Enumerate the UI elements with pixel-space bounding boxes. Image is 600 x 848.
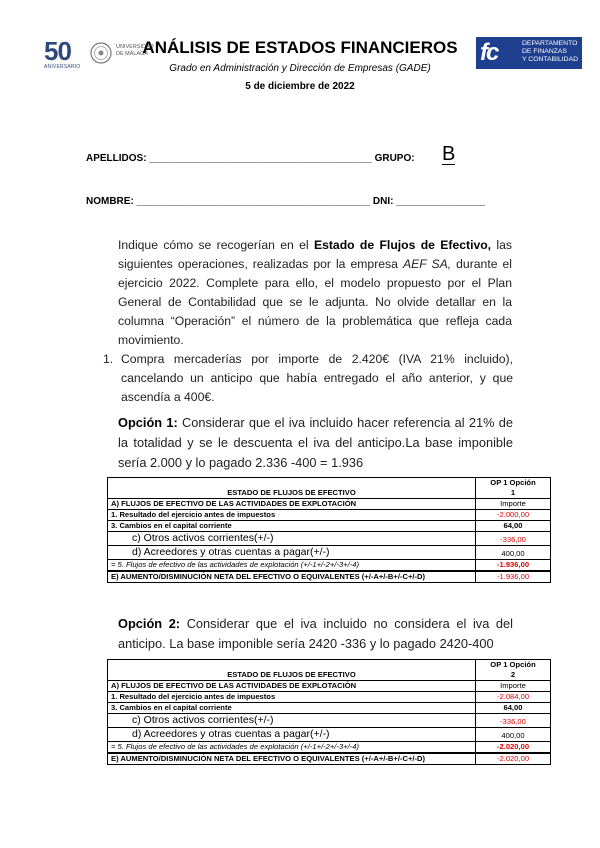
- nombre-field[interactable]: NOMBRE: __________________________________________ DNI: ________________: [86, 196, 486, 207]
- row-value: -1.936,00: [476, 571, 551, 583]
- column-header-line: 1: [510, 488, 516, 497]
- table-column-header: [476, 660, 551, 681]
- row-label: 1. Resultado del ejercicio antes de impuestos: [108, 510, 476, 521]
- question-number: 1.: [103, 352, 114, 366]
- row-label: = 5. Flujos de efectivo de las actividades de explotación (+/-1+/-2+/-3+/-4): [108, 560, 476, 572]
- anniversary-number: 50: [44, 36, 71, 66]
- department-name: [522, 40, 578, 64]
- option-1-text: Considerar que el iva incluido hacer referencia al 21% de la totalidad y se le descuenta el iva del anticipo.La base imponible sería 2.000 y lo pagado 2.336 -400 = 1.936: [118, 415, 513, 470]
- importe-label: Importe: [476, 681, 551, 692]
- row-label: = 5. Flujos de efectivo de las actividades de explotación (+/-1+/-2+/-3+/-4): [108, 742, 476, 754]
- section-a-label: A) FLUJOS DE EFECTIVO DE LAS ACTIVIDADES DE EXPLOTACIÓN: [108, 499, 476, 510]
- instructions: [118, 236, 512, 350]
- row-value: 64,00: [476, 521, 551, 532]
- row-value: -2.020,00: [476, 742, 551, 754]
- table-column-header: [476, 478, 551, 499]
- row-label: c) Otros activos corrientes(+/-): [108, 532, 476, 546]
- page-title: ANÁLISIS DE ESTADOS FINANCIEROS: [142, 38, 458, 57]
- cash-flow-table-option-2: [107, 659, 551, 765]
- grupo-value-text: B: [442, 143, 456, 165]
- row-label: 3. Cambios en el capital corriente: [108, 521, 476, 532]
- option-1-label: Opción 1:: [118, 415, 178, 430]
- row-value: -1.936,00: [476, 560, 551, 572]
- row-value: -2.000,00: [476, 510, 551, 521]
- table-title: ESTADO DE FLUJOS DE EFECTIVO: [108, 660, 476, 681]
- column-header-line: OP 1 Opción: [490, 478, 536, 487]
- department-name-line: DE FINANZAS: [522, 48, 567, 55]
- row-value: 400,00: [476, 728, 551, 742]
- option-2-description: [118, 614, 513, 654]
- page-subtitle: Grado en Administración y Dirección de Empresas (GADE): [169, 63, 431, 74]
- department-logo: [476, 37, 582, 69]
- instructions-text: durante el ejercicio 2022. Complete para ello, el modelo propuesto por el Plan General de Contabilidad que se le adjunta. No olvide detallar en la columna “Operación” el número de la problemática que refleja cada movimiento.: [118, 257, 512, 347]
- exam-date: 5 de diciembre de 2022: [245, 81, 355, 92]
- instructions-text: las siguientes operaciones, realizadas por la empresa: [118, 238, 512, 271]
- row-label: E) AUMENTO/DISMINUCIÓN NETA DEL EFECTIVO O EQUIVALENTES (+/-A+/-B+/-C+/-D): [108, 571, 476, 583]
- row-label: c) Otros activos corrientes(+/-): [108, 714, 476, 728]
- section-a-label: A) FLUJOS DE EFECTIVO DE LAS ACTIVIDADES DE EXPLOTACIÓN: [108, 681, 476, 692]
- row-value: -2.084,00: [476, 692, 551, 703]
- option-2-label: Opción 2:: [118, 616, 181, 631]
- row-label: d) Acreedores y otras cuentas a pagar(+/-): [108, 546, 476, 560]
- column-header-line: 2: [510, 670, 516, 679]
- question-text: Compra mercaderías por importe de 2.420€ (IVA 21% incluido), cancelando un anticipo que había entregado el año anterior, y que ascendía a 400€.: [121, 352, 513, 404]
- row-label: 3. Cambios en el capital corriente: [108, 703, 476, 714]
- importe-label: Importe: [476, 499, 551, 510]
- department-name-line: Y CONTABILIDAD: [522, 56, 579, 63]
- department-name-line: DEPARTAMENTO: [522, 40, 578, 47]
- row-label: 1. Resultado del ejercicio antes de impuestos: [108, 692, 476, 703]
- option-2-text: Considerar que el iva incluido no considera el iva del anticipo. La base imponible sería 2420 -336 y lo pagado 2420-400: [118, 616, 514, 651]
- row-value: 400,00: [476, 546, 551, 560]
- row-value: 64,00: [476, 703, 551, 714]
- department-mark: fc: [480, 39, 498, 66]
- apellidos-field[interactable]: APELLIDOS: ________________________________________ GRUPO:: [86, 153, 415, 164]
- anniversary-label: ANIVERSARIO: [44, 64, 81, 70]
- option-1-description: [118, 413, 513, 473]
- instructions-text: Indique cómo se recogerían en el: [118, 238, 314, 252]
- row-value: -2.020,00: [476, 753, 551, 765]
- row-value: -336,00: [476, 714, 551, 728]
- instructions-bold: Estado de Flujos de Efectivo,: [313, 238, 492, 252]
- row-label: d) Acreedores y otras cuentas a pagar(+/-): [108, 728, 476, 742]
- row-value: -336,00: [476, 532, 551, 546]
- grupo-value: [442, 143, 455, 166]
- cash-flow-table-option-1: [107, 477, 551, 583]
- university-name: UNIVERSIDAD DE MÁLAGA: [116, 44, 154, 57]
- row-label: E) AUMENTO/DISMINUCIÓN NETA DEL EFECTIVO O EQUIVALENTES (+/-A+/-B+/-C+/-D): [108, 753, 476, 765]
- column-header-line: OP 1 Opción: [490, 660, 536, 669]
- table-title: ESTADO DE FLUJOS DE EFECTIVO: [108, 478, 476, 499]
- company-name: AEF SA,: [402, 257, 452, 271]
